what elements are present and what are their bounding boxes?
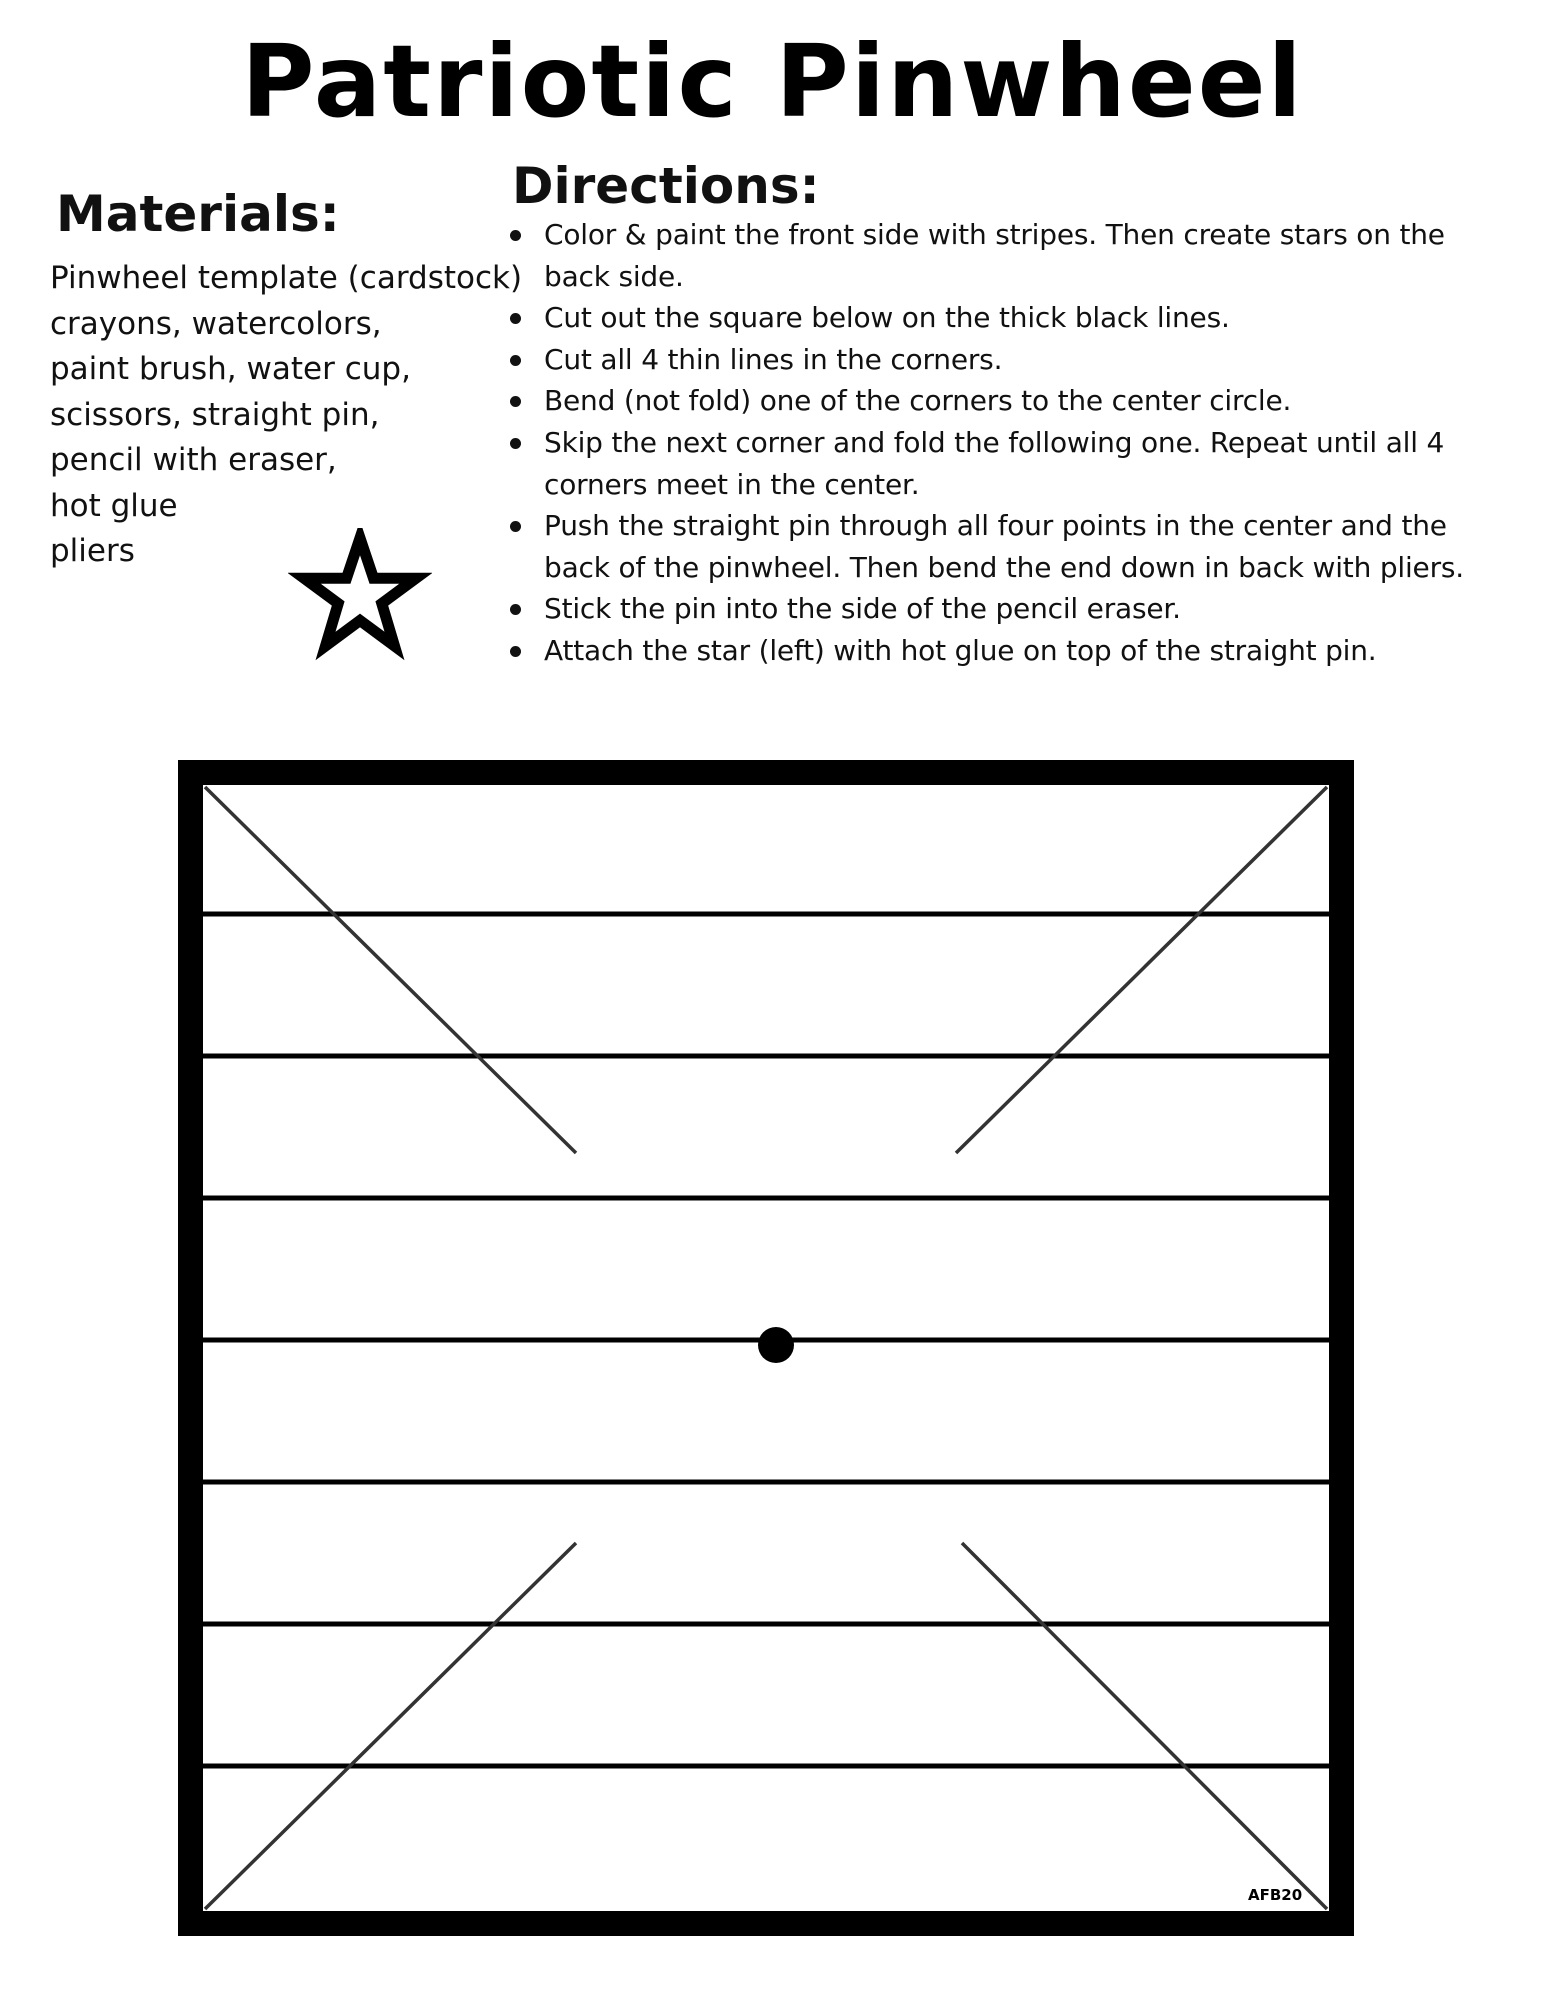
direction-step: Bend (not fold) one of the corners to the center circle.: [510, 380, 1510, 422]
direction-step: Skip the next corner and fold the following one. Repeat until all 4 corners meet in the center.: [510, 422, 1510, 505]
materials-item: hot glue: [50, 487, 178, 524]
direction-step: Stick the pin into the side of the pencil eraser.: [510, 588, 1510, 630]
materials-heading: Materials:: [56, 185, 340, 243]
materials-item: Pinwheel template (cardstock): [50, 260, 523, 296]
materials-item: scissors, straight pin,: [50, 396, 380, 433]
materials-item: paint brush, water cup,: [50, 351, 411, 387]
direction-step: Push the straight pin through all four points in the center and the back of the pinwheel. Then bend the end down in back with pliers.: [510, 505, 1510, 588]
direction-step: Color & paint the front side with stripes. Then create stars on the back side.: [510, 214, 1510, 297]
materials-list: [50, 256, 523, 575]
directions-heading: Directions:: [512, 157, 820, 215]
materials-item: pencil with eraser,: [50, 442, 337, 478]
pinwheel-template: [178, 760, 1354, 1936]
page-title: Patriotic Pinwheel: [241, 23, 1304, 140]
materials-item: crayons, watercolors,: [50, 305, 382, 342]
direction-step: Attach the star (left) with hot glue on top of the straight pin.: [510, 630, 1510, 672]
star-icon: [288, 528, 432, 668]
materials-item: pliers: [50, 533, 135, 569]
direction-step: Cut all 4 thin lines in the corners.: [510, 339, 1510, 381]
template-code: AFB20: [1248, 1886, 1303, 1904]
directions-list: [510, 214, 1510, 672]
direction-step: Cut out the square below on the thick black lines.: [510, 297, 1510, 339]
center-dot-icon: [758, 1327, 794, 1363]
